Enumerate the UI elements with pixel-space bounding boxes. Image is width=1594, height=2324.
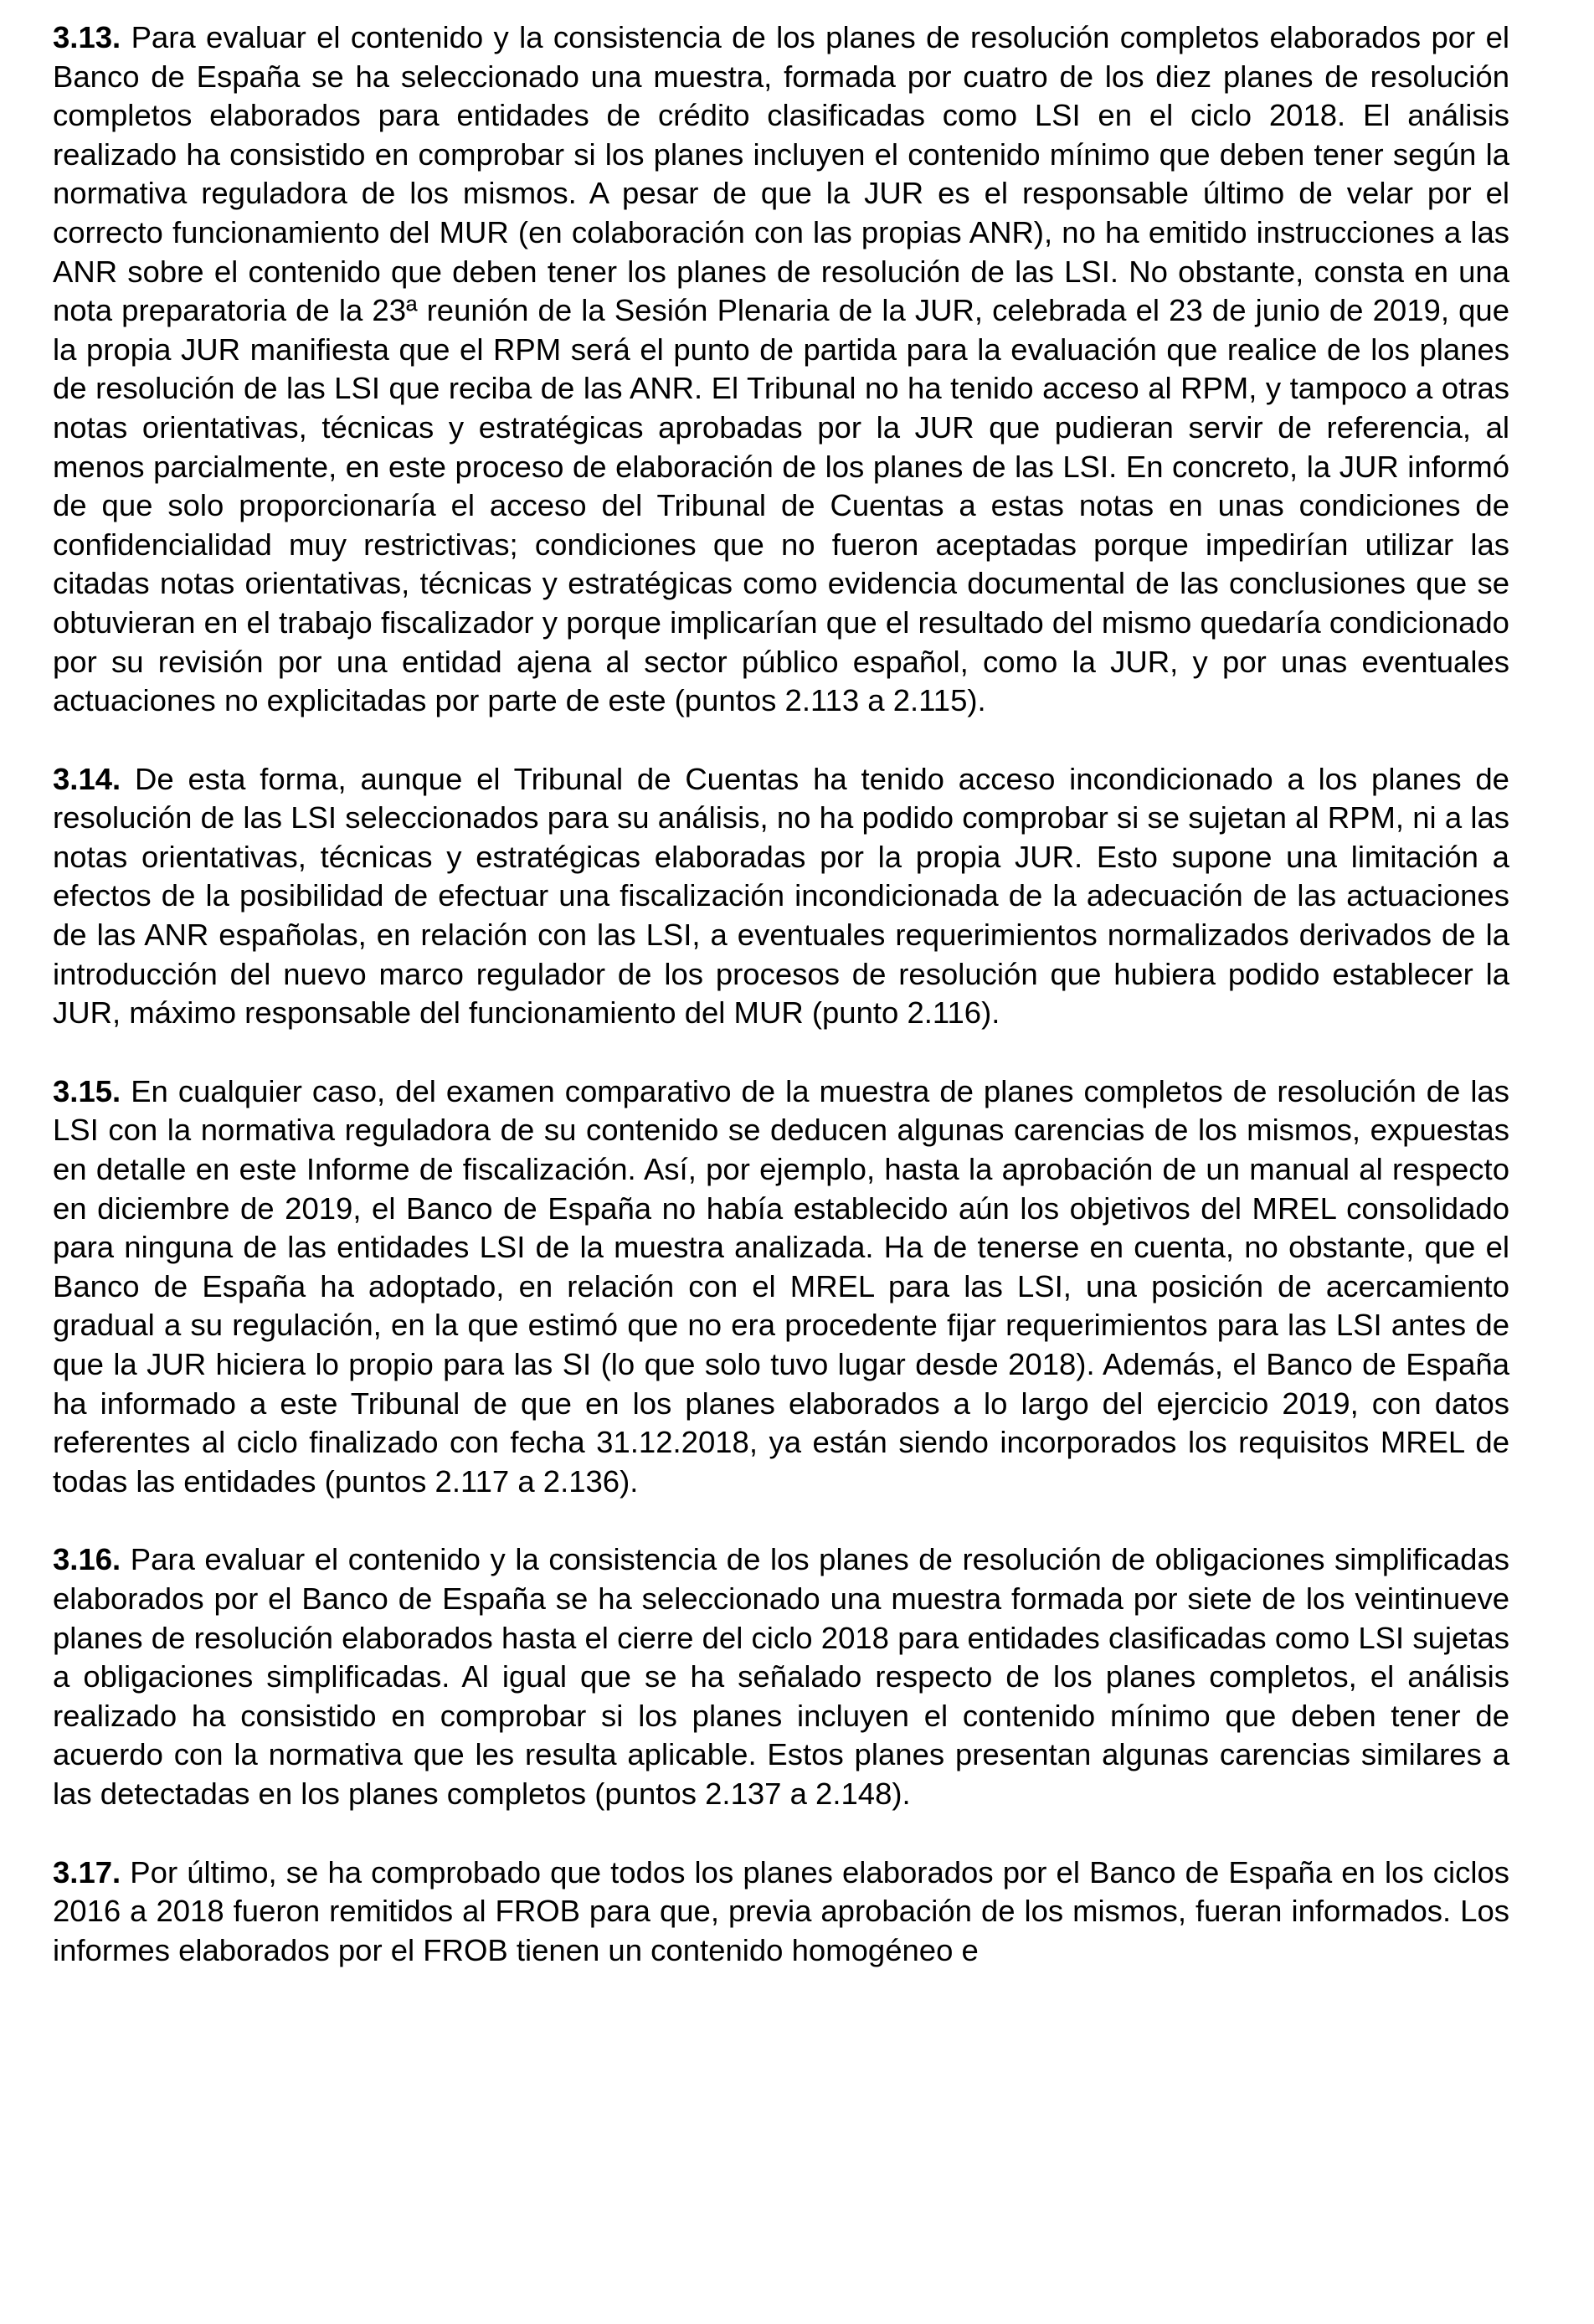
paragraph-text: De esta forma, aunque el Tribunal de Cuentas ha tenido acceso incondicionado a los planes de resolución de las LSI seleccionados para su análisis, no ha podido comprobar si se sujetan al RPM, ni a las notas orientativas, técnicas y estratégicas elaboradas por la propia JUR. Esto supone una limitación a efectos de la posibilidad de efectuar una fiscalización incondicionada de la adecuación de las actuaciones de las ANR españolas, en relación con las LSI, a eventuales requerimientos normalizados derivados de la introducción del nuevo marco regulador de los procesos de resolución que hubiera podido establecer la JUR, máximo responsable del funcionamiento del MUR (punto 2.116). bbox=[53, 761, 1509, 1031]
paragraph-text: Para evaluar el contenido y la consistencia de los planes de resolución de obligaciones simplificadas elaborados por el Banco de España se ha seleccionado una muestra formada por siete de los veintinueve planes de resolución elaborados hasta el cierre del ciclo 2018 para entidades clasificadas como LSI sujetas a obligaciones simplificadas. Al igual que se ha señalado respecto de los planes completos, el análisis realizado ha consistido en comprobar si los planes incluyen el contenido mínimo que deben tener de acuerdo con la normativa que les resulta aplicable. Estos planes presentan algunas carencias similares a las detectadas en los planes completos (puntos 2.137 a 2.148). bbox=[53, 1542, 1509, 1811]
paragraph-number: 3.16. bbox=[53, 1542, 121, 1577]
paragraph-number: 3.15. bbox=[53, 1073, 121, 1108]
paragraph-3-15 bbox=[53, 1072, 1509, 1502]
paragraph-text: En cualquier caso, del examen comparativo de la muestra de planes completos de resolución de las LSI con la normativa reguladora de su contenido se deducen algunas carencias de los mismos, expuestas en detalle en este Informe de fiscalización. Así, por ejemplo, hasta la aprobación de un manual al respecto en diciembre de 2019, el Banco de España no había establecido aún los objetivos del MREL consolidado para ninguna de las entidades LSI de la muestra analizada. Ha de tenerse en cuenta, no obstante, que el Banco de España ha adoptado, en relación con el MREL para las LSI, una posición de acercamiento gradual a su regulación, en la que estimó que no era procedente fijar requerimientos para las LSI antes de que la JUR hiciera lo propio para las SI (lo que solo tuvo lugar desde 2018). Además, el Banco de España ha informado a este Tribunal de que en los planes elaborados a lo largo del ejercicio 2019, con datos referentes al ciclo finalizado con fecha 31.12.2018, ya están siendo incorporados los requisitos MREL de todas las entidades (puntos 2.117 a 2.136). bbox=[53, 1073, 1509, 1499]
paragraph-number: 3.13. bbox=[53, 20, 121, 54]
paragraph-number: 3.17. bbox=[53, 1854, 121, 1890]
paragraph-3-14 bbox=[53, 760, 1509, 1033]
paragraph-number: 3.14. bbox=[53, 761, 121, 796]
paragraph-3-13 bbox=[53, 18, 1509, 721]
paragraph-text: Por último, se ha comprobado que todos los planes elaborados por el Banco de España en los ciclos 2016 a 2018 fueron remitidos al FROB para que, previa aprobación de los mismos, fueran informados. Los informes elaborados por el FROB tienen un contenido homogéneo e bbox=[53, 1854, 1509, 1967]
paragraph-3-16 bbox=[53, 1540, 1509, 1813]
document-page bbox=[53, 18, 1509, 1970]
paragraph-text: Para evaluar el contenido y la consistencia de los planes de resolución completos elaborados por el Banco de España se ha seleccionado una muestra, formada por cuatro de los diez planes de resolución completos elaborados para entidades de crédito clasificadas como LSI en el ciclo 2018. El análisis realizado ha consistido en comprobar si los planes incluyen el contenido mínimo que deben tener según la normativa reguladora de los mismos. A pesar de que la JUR es el responsable último de velar por el correcto funcionamiento del MUR (en colaboración con las propias ANR), no ha emitido instrucciones a las ANR sobre el contenido que deben tener los planes de resolución de las LSI. No obstante, consta en una nota preparatoria de la 23ª reunión de la Sesión Plenaria de la JUR, celebrada el 23 de junio de 2019, que la propia JUR manifiesta que el RPM será el punto de partida para la evaluación que realice de los planes de resolución de las LSI que reciba de las ANR. El Tribunal no ha tenido acceso al RPM, y tampoco a otras notas orientativas, técnicas y estratégicas aprobadas por la JUR que pudieran servir de referencia, al menos parcialmente, en este proceso de elaboración de los planes de las LSI. En concreto, la JUR informó de que solo proporcionaría el acceso del Tribunal de Cuentas a estas notas en unas condiciones de confidencialidad muy restrictivas; condiciones que no fueron aceptadas porque impedirían utilizar las citadas notas orientativas, técnicas y estratégicas como evidencia documental de las conclusiones que se obtuvieran en el trabajo fiscalizador y porque implicarían que el resultado del mismo quedaría condicionado por su revisión por una entidad ajena al sector público español, como la JUR, y por unas eventuales actuaciones no explicitadas por parte de este (puntos 2.113 a 2.115). bbox=[53, 20, 1509, 718]
paragraph-3-17 bbox=[53, 1854, 1509, 1971]
